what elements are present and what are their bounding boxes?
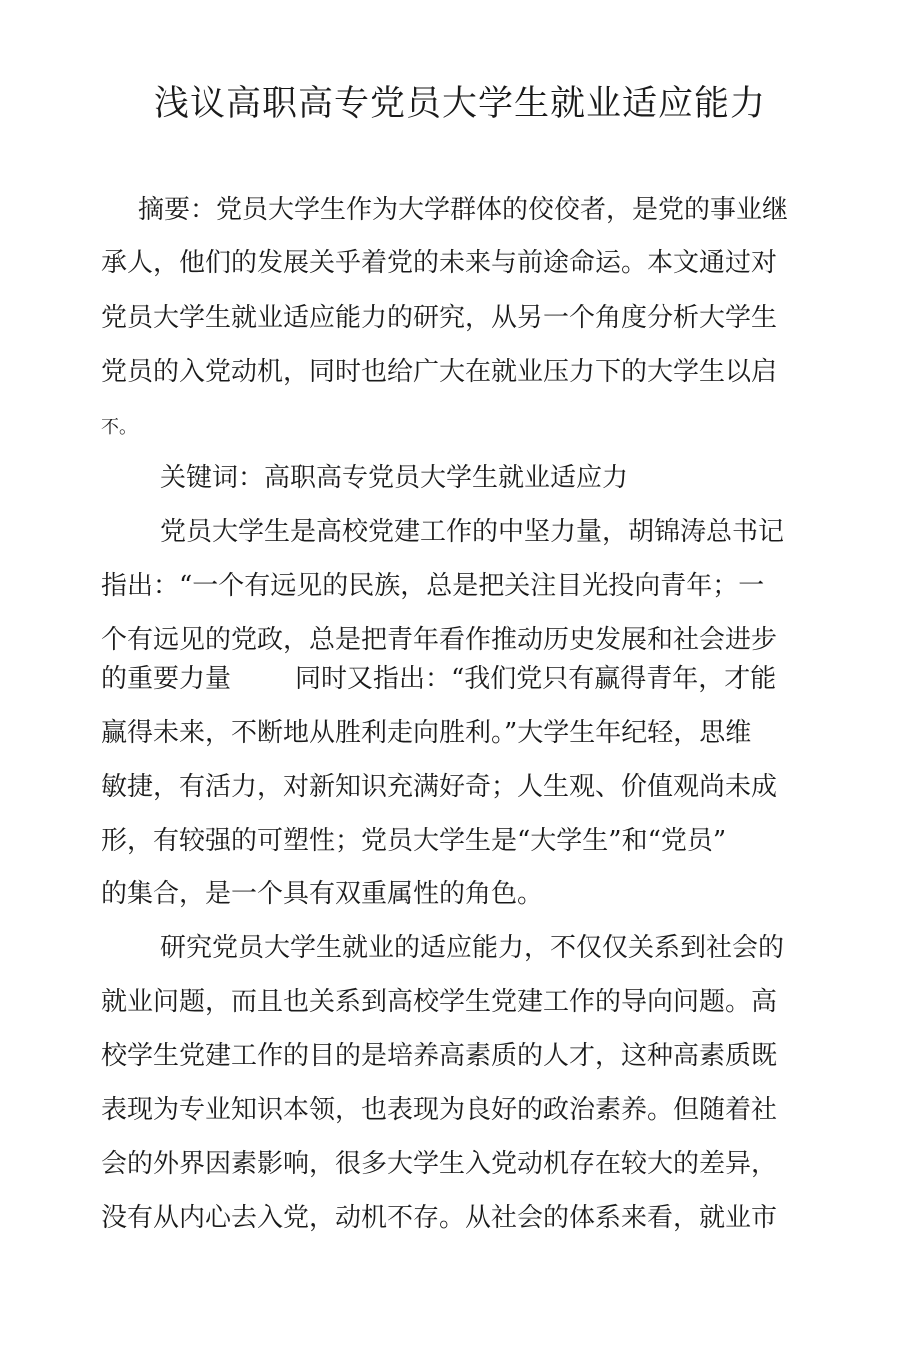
abstract-line-1: 摘要：党员大学生作为大学群体的佼佼者，是党的事业继 [138,195,789,225]
paragraph1-line-8: 的集合，是一个具有双重属性的角色。 [101,879,544,909]
paragraph1-line-2: 指出：“一个有远见的民族，总是把关注目光投向青年；一 [101,571,765,601]
paragraph1-line-4-part-a: 的重要力量 [101,664,232,694]
paragraph1-line-4 [101,661,776,697]
paragraph1-line-3: 个有远见的党政，总是把青年看作推动历史发展和社会进步 [101,625,778,655]
paragraph1-line-4-part-b: 同时又指出：“我们党只有赢得青年，才能 [295,664,777,694]
paragraph2-line-3: 校学生党建工作的目的是培养高素质的人才，这种高素质既 [101,1041,778,1071]
paragraph1-line-7: 形，有较强的可塑性；党员大学生是“大学生”和“党员” [101,826,727,856]
abstract-line-4: 党员的入党动机，同时也给广大在就业压力下的大学生以启 [101,357,778,387]
paragraph2-line-6: 没有从内心去入党，动机不存。从社会的体系来看，就业市 [101,1203,778,1233]
paragraph2-line-2: 就业问题，而且也关系到高校学生党建工作的导向问题。高 [101,987,778,1017]
abstract-line-2: 承人，他们的发展关乎着党的未来与前途命运。本文通过对 [101,248,778,278]
paragraph1-line-5: 赢得未来，不断地从胜利走向胜利。”大学生年纪轻，思维 [101,718,752,748]
keywords-line: 关键词：高职高专党员大学生就业适应力 [160,463,629,493]
paragraph2-line-1: 研究党员大学生就业的适应能力，不仅仅关系到社会的 [160,933,785,963]
abstract-line-3: 党员大学生就业适应能力的研究，从另一个角度分析大学生 [101,303,778,333]
document-title: 浅议高职高专党员大学生就业适应能力 [153,84,766,124]
paragraph1-line-6: 敏捷，有活力，对新知识充满好奇；人生观、价值观尚未成 [101,772,778,802]
paragraph2-line-4: 表现为专业知识本领，也表现为良好的政治素养。但随着社 [101,1095,778,1125]
paragraph1-line-1: 党员大学生是高校党建工作的中坚力量，胡锦涛总书记 [160,517,785,547]
abstract-line-5: 不。 [101,417,137,438]
paragraph2-line-5: 会的外界因素影响，很多大学生入党动机存在较大的差异， [101,1149,778,1179]
